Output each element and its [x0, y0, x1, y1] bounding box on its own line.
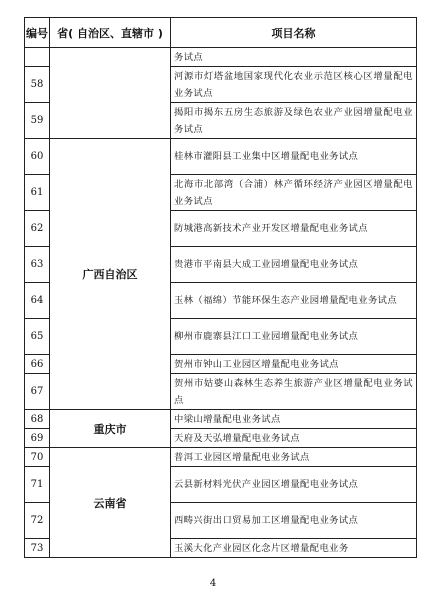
project-cell: 玉溪大化产业园区化念片区增量配电业务 — [171, 539, 417, 558]
number-cell: 68 — [25, 410, 50, 429]
project-cell: 贵港市平南县大成工业园增量配电业务试点 — [171, 247, 417, 283]
project-cell: 北海市北部湾（合浦）林产循环经济产业园区增量配电业务试点 — [171, 175, 417, 211]
header-project: 项目名称 — [171, 18, 417, 48]
number-cell: 70 — [25, 448, 50, 467]
number-cell: 66 — [25, 355, 50, 374]
number-cell: 62 — [25, 211, 50, 247]
header-number: 编号 — [25, 18, 50, 48]
province-cell-yunnan: 云南省 — [50, 448, 171, 558]
number-cell: 73 — [25, 539, 50, 558]
province-cell-guangxi: 广西自治区 — [50, 139, 171, 410]
number-cell: 67 — [25, 374, 50, 410]
project-cell: 中梁山增量配电业务试点 — [171, 410, 417, 429]
number-cell: 61 — [25, 175, 50, 211]
project-cell: 揭阳市揭东五房生态旅游及绿色农业产业园增量配电业务试点 — [171, 103, 417, 139]
number-cell: 59 — [25, 103, 50, 139]
number-cell: 63 — [25, 247, 50, 283]
project-cell: 西畴兴街出口贸易加工区增量配电业务试点 — [171, 503, 417, 539]
page-number: 4 — [209, 578, 217, 589]
project-cell: 柳州市鹿寨县江口工业园增量配电业务试点 — [171, 319, 417, 355]
table-header-row — [25, 18, 417, 48]
table-row — [25, 48, 417, 67]
project-cell: 桂林市灌阳县工业集中区增量配电业务试点 — [171, 139, 417, 175]
number-cell: 64 — [25, 283, 50, 319]
province-cell-chongqing: 重庆市 — [50, 410, 171, 448]
table-row — [25, 139, 417, 175]
project-cell: 普洱工业园区增量配电业务试点 — [171, 448, 417, 467]
project-cell: 防城港高新技术产业开发区增量配电业务试点 — [171, 211, 417, 247]
header-province: 省( 自治区、直辖市 ) — [50, 18, 171, 48]
project-cell: 玉林（福绵）节能环保生态产业园增量配电业务试点 — [171, 283, 417, 319]
project-cell: 务试点 — [171, 48, 417, 67]
project-cell: 云县新材料光伏产业园区增量配电业务试点 — [171, 467, 417, 503]
table-row — [25, 448, 417, 467]
number-cell: 71 — [25, 467, 50, 503]
project-table — [24, 17, 417, 558]
project-cell: 河源市灯塔盆地国家现代化农业示范区核心区增量配电业务试点 — [171, 67, 417, 103]
number-cell: 58 — [25, 67, 50, 103]
number-cell: 69 — [25, 429, 50, 448]
project-cell: 贺州市姑婆山森林生态养生旅游产业区增量配电业务试点 — [171, 374, 417, 410]
table-row — [25, 410, 417, 429]
number-cell: 60 — [25, 139, 50, 175]
number-cell — [25, 48, 50, 67]
province-cell-guangdong — [50, 48, 171, 139]
number-cell: 65 — [25, 319, 50, 355]
project-cell: 贺州市钟山工业园区增量配电业务试点 — [171, 355, 417, 374]
number-cell: 72 — [25, 503, 50, 539]
project-cell: 天府及天弘增量配电业务试点 — [171, 429, 417, 448]
